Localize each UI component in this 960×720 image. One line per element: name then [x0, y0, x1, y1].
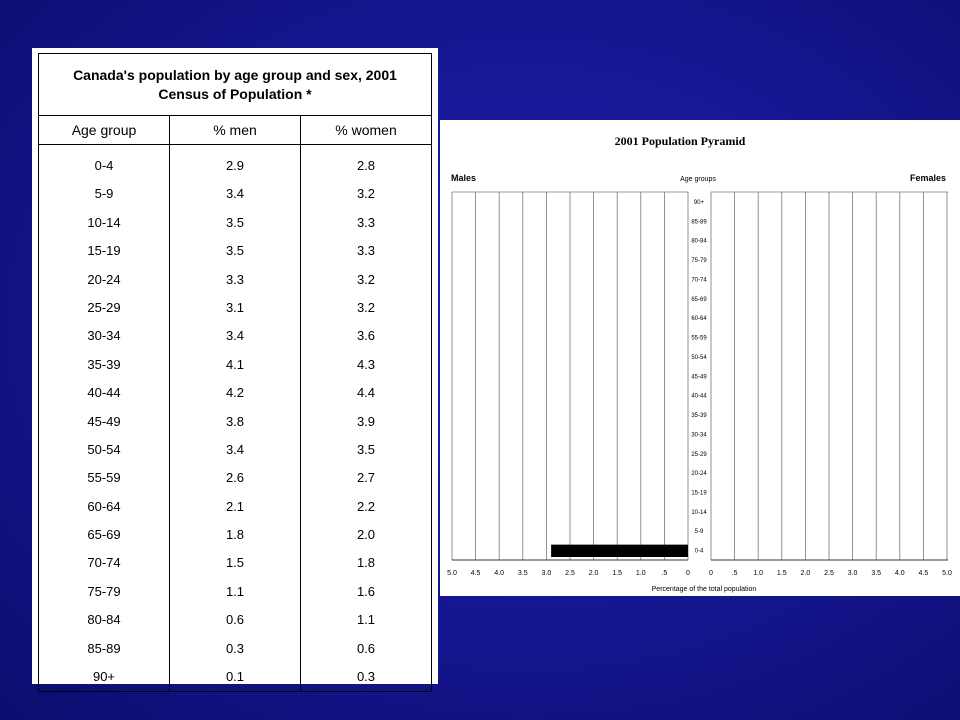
female-x-tick-label: 1.5 [776, 570, 787, 577]
pct-women-cell: 2.0 [356, 527, 376, 543]
male-x-tick-label: 4.5 [470, 570, 481, 577]
pct-women-cell: 1.8 [356, 555, 376, 571]
age-group-tick-label: 10-14 [691, 509, 707, 516]
age-group-cell: 70-74 [87, 555, 121, 571]
pct-men-cell: 4.2 [225, 385, 245, 401]
age-group-tick-label: 55-59 [691, 335, 707, 342]
age-group-cell: 30-34 [87, 328, 121, 344]
age-group-cell: 80-84 [87, 612, 121, 628]
female-x-tick-label: 4.5 [918, 570, 929, 577]
pct-men-cell: 3.4 [225, 441, 245, 457]
population-pyramid-panel [440, 120, 960, 596]
male-x-tick-label: 2.5 [565, 570, 575, 577]
pct-women-cell: 3.2 [356, 186, 376, 202]
age-group-tick-label: 5-9 [694, 529, 704, 536]
male-x-tick-label: 1.0 [635, 570, 646, 577]
pct-men-column [170, 145, 301, 692]
pct-men-cell: 2.6 [225, 470, 245, 486]
female-x-tick-label: .5 [731, 570, 738, 577]
pct-women-column [301, 145, 432, 692]
male-x-tick-label: 0 [686, 570, 690, 577]
pct-men-cell: 3.5 [225, 243, 245, 259]
population-table [38, 53, 432, 692]
age-group-cell: 20-24 [87, 271, 121, 287]
pct-men-cell: 3.8 [225, 413, 245, 429]
header-age-group: Age group [39, 116, 170, 145]
age-group-tick-label: 15-19 [691, 490, 707, 497]
age-group-cell: 25-29 [87, 299, 121, 315]
male-x-tick-label: 1.5 [612, 570, 623, 577]
data-table-panel [32, 48, 438, 684]
female-x-tick-label: 3.5 [871, 570, 882, 577]
age-group-cell: 65-69 [87, 527, 121, 543]
age-group-tick-label: 20-24 [691, 471, 707, 478]
age-group-cell: 35-39 [87, 356, 121, 372]
age-group-tick-label: 40-44 [691, 393, 707, 400]
female-x-tick-label: 2.5 [824, 570, 834, 577]
pct-women-cell: 1.1 [356, 612, 376, 628]
pct-women-cell: 4.4 [356, 385, 376, 401]
age-group-tick-label: 0-4 [694, 548, 704, 555]
age-group-cell: 0-4 [94, 158, 114, 173]
pct-men-cell: 3.4 [225, 328, 245, 344]
table-title [39, 54, 432, 116]
male-x-tick-label: 5.0 [447, 570, 457, 577]
age-group-tick-label: 75-79 [691, 258, 707, 265]
pct-women-cell: 0.6 [356, 640, 376, 656]
age-group-column [39, 145, 170, 692]
age-group-tick-label: 30-34 [691, 432, 707, 439]
pct-men-cell: 0.6 [225, 612, 245, 628]
pct-women-cell: 2.2 [356, 498, 376, 514]
age-group-cell: 45-49 [87, 413, 121, 429]
female-x-tick-label: 0 [709, 570, 713, 577]
age-group-cell: 85-89 [87, 640, 121, 656]
female-x-tick-label: 5.0 [942, 570, 952, 577]
pct-men-cell: 3.5 [225, 214, 245, 230]
pct-men-cell: 1.8 [225, 527, 245, 543]
female-x-tick-label: 2.0 [800, 570, 811, 577]
pct-women-cell: 0.3 [356, 669, 376, 685]
pct-men-cell: 0.3 [225, 640, 245, 656]
pct-women-cell: 3.6 [356, 328, 376, 344]
age-group-tick-label: 90+ [693, 199, 705, 206]
pct-men-cell: 1.1 [225, 583, 245, 599]
age-group-cell: 90+ [92, 669, 116, 685]
header-pct-women: % women [301, 116, 432, 145]
age-group-tick-label: 60-64 [691, 316, 707, 323]
male-x-tick-label: 2.0 [588, 570, 599, 577]
age-group-cell: 10-14 [87, 214, 121, 230]
pct-men-cell: 3.4 [225, 186, 245, 202]
age-group-tick-label: 85-89 [691, 219, 707, 226]
age-group-cell: 60-64 [87, 498, 121, 514]
x-axis-title: Percentage of the total population [651, 586, 757, 593]
table-title-line2: Census of Population * [158, 85, 312, 102]
female-x-tick-label: 1.0 [753, 570, 764, 577]
age-group-tick-label: 80-84 [691, 238, 707, 245]
male-x-tick-label: 3.5 [517, 570, 528, 577]
pct-men-cell: 2.9 [225, 158, 245, 173]
pct-women-cell: 4.3 [356, 356, 376, 372]
pct-men-cell: 0.1 [225, 669, 245, 685]
pct-women-cell: 2.7 [356, 470, 376, 486]
age-group-tick-label: 45-49 [691, 374, 707, 381]
pct-women-cell: 3.5 [356, 441, 376, 457]
female-x-tick-label: 4.0 [894, 570, 905, 577]
age-group-tick-label: 70-74 [691, 277, 707, 284]
male-x-tick-label: 4.0 [494, 570, 505, 577]
pct-men-cell: 3.1 [225, 299, 245, 315]
population-pyramid-chart [440, 120, 960, 596]
pct-women-cell: 3.3 [356, 243, 376, 259]
age-group-cell: 15-19 [87, 243, 121, 259]
pct-men-cell: 2.1 [225, 498, 245, 514]
pct-women-cell: 1.6 [356, 583, 376, 599]
male-bar-0-4 [551, 545, 688, 557]
age-group-cell: 40-44 [87, 385, 121, 401]
pct-women-cell: 3.3 [356, 214, 376, 230]
age-group-tick-label: 25-29 [691, 451, 707, 458]
age-groups-label: Age groups [680, 176, 716, 183]
pct-men-cell: 4.1 [225, 356, 245, 372]
pct-women-cell: 3.2 [356, 299, 376, 315]
pct-men-cell: 3.3 [225, 271, 245, 287]
male-x-tick-label: 3.0 [541, 570, 552, 577]
pct-men-cell: 1.5 [225, 555, 245, 571]
age-group-cell: 5-9 [94, 186, 114, 202]
header-pct-men: % men [170, 116, 301, 145]
age-group-tick-label: 50-54 [691, 354, 707, 361]
age-group-tick-label: 35-39 [691, 413, 707, 420]
pct-women-cell: 2.8 [356, 158, 376, 173]
chart-title: 2001 Population Pyramid [614, 134, 746, 148]
female-x-tick-label: 3.0 [847, 570, 858, 577]
males-label: Males [451, 173, 477, 183]
age-group-cell: 55-59 [87, 470, 121, 486]
age-group-cell: 75-79 [87, 583, 121, 599]
table-title-line1: Canada's population by age group and sex, 2001 [73, 66, 397, 83]
pct-women-cell: 3.9 [356, 413, 376, 429]
pct-women-cell: 3.2 [356, 271, 376, 287]
age-group-tick-label: 65-69 [691, 296, 707, 303]
females-label: Females [909, 173, 946, 183]
male-x-tick-label: .5 [661, 570, 668, 577]
age-group-cell: 50-54 [87, 441, 121, 457]
